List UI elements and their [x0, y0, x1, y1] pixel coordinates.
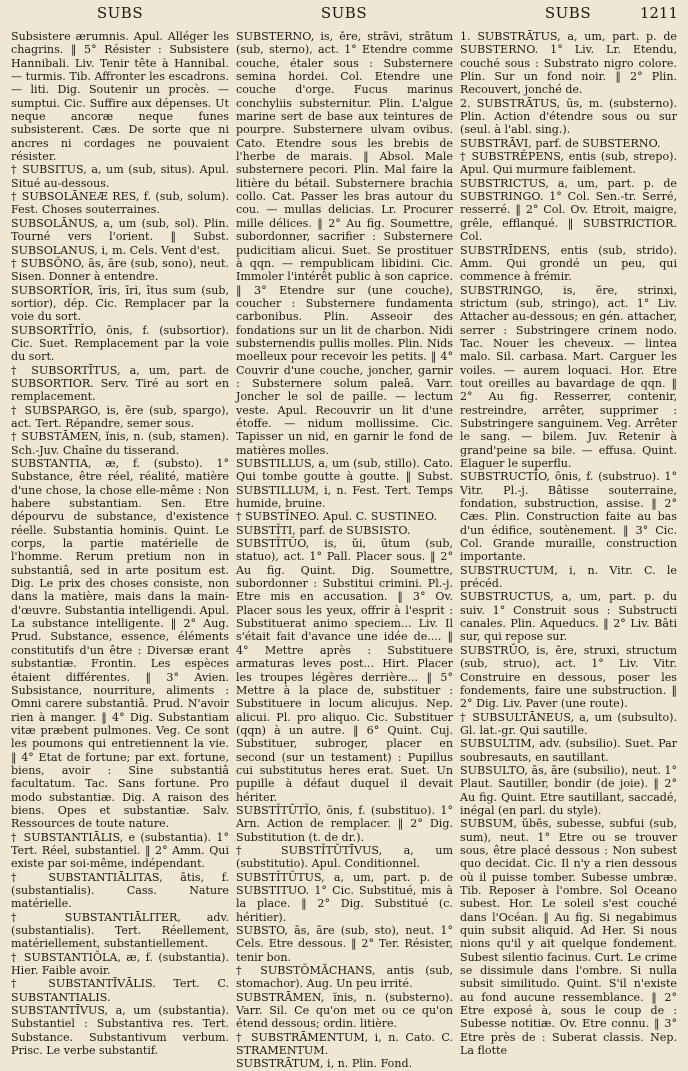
dictionary-entry: SUBSTRUCTĬO, ōnis, f. (substruo). 1° Vitr. Pl.-j. Bâtisse souterraine, fondation, substruction, assise. ‖ 2° Cæs. Plin. Construction faite au bas d'un édifice, soutènement. ‖ 3° Cic. Col. Grande muraille, construction importante. [460, 470, 677, 564]
dictionary-entry: Subsistere ærumnis. Apul. Alléger les chagrins. ‖ 5° Résister : Subsistere Hannibali. Liv. Tenir tête à Hannibal. — turmis. Tib. Affronter les escadrons. — liti. Dig. Soutenir un procès. — sumptui. Cic. Suffire aux dépenses. Ut neque ancoræ neque funes subsisterent. Cæs. De sorte que ni ancres ni cordages ne pouvaient résister. [11, 30, 229, 164]
running-head-right: SUBS [544, 4, 592, 22]
dictionary-entry: † SUBSTANTIĀLITAS, ātis, f. (substantialis). Cass. Nature matérielle. [11, 870, 229, 911]
page-number: 1211 [639, 4, 678, 22]
dictionary-entry: SUBSULTO, ās, āre (subsilio), neut. 1° Plaut. Sautiller, bondir (de joie). ‖ 2° Au fig. Quint. Etre sautillant, saccadé, inégal (en parl. du style). [460, 763, 677, 817]
dictionary-entry: SUBSTRICTUS, a, um, part. p. de SUBSTRINGO. 1° Col. Sen.-tr. Serré, resserré. ‖ 2° Col. Ov. Etroit, maigre, grêle, efflanqué. ‖ SUBSTRICTIOR. Col. [460, 176, 677, 244]
dictionary-entry: † SUBSOLĀNEÆ RES, f. (sub, solum). Fest. Choses souterraines. [11, 190, 229, 217]
dictionary-entry: SUBSOLĀNUS, a, um (sub, sol). Plin. Tourné vers l'orient. ‖ Subst. SUBSOLANUS, i, m. Cels. Vent d'est. [11, 216, 229, 257]
dictionary-entry: † SUBSTĬTŪTĪVUS, a, um (substitutio). Apul. Conditionnel. [236, 843, 453, 871]
dictionary-entry: † SUBSULTĀNEUS, a, um (subsulto). Gl. lat.-gr. Qui sautille. [460, 710, 677, 737]
column-3 [456, 30, 680, 1058]
running-head-center: SUBS [320, 4, 368, 22]
dictionary-entry: 2. SUBSTRĀTUS, ūs, m. (substerno). Plin. Action d'étendre sous ou sur (seul. à l'abl. sing.). [460, 96, 677, 137]
dictionary-entry: SUBSTANTIA, æ, f. (substo). 1° Substance, être réel, réalité, matière d'une chose, la chose elle-même : Non habere substantiam. Sen. Etre dépourvu de substance, d'existence réelle. Substantia hominis. Quint. Le corps, la partie matérielle de l'homme. Rerum pretium non in substantiâ, sed in arte positum est. Dig. Le prix des choses consiste, non dans la matière, mais dans la main-d'œuvre. Substantia intelligendi. Apul. La substance intelligente. ‖ 2° Aug. Prud. Substance, essence, éléments constitutifs d'un être : Diversæ erant substantiæ. Frontin. Les espèces étaient différentes. ‖ 3° Avien. Subsistance, nourriture, aliments : Omni carere substantiâ. Prud. N'avoir rien à manger. ‖ 4° Dig. Substantiam vitæ præbent pulmones. Veg. Ce sont les poumons qui entretiennent la vie. ‖ 4° Etat de fortune; par ext. fortune, biens, avoir : Sine substantiâ facultatum. Tac. Sans fortune. Pro modo substantiæ. Dig. A raison des biens. Opes et substantiæ. Salv. Ressources de toute nature. [11, 457, 229, 831]
dictionary-entry: SUBSTĬTŪTĬO, ōnis, f. (substituo). 1° Arn. Action de remplacer. ‖ 2° Dig. Substitution (t. de dr.). [236, 803, 453, 844]
dictionary-entry: † SUBSTĬNEO. Apul. C. SUSTINEO. [236, 510, 437, 524]
dictionary-entry: SUBSTRĀTUM, i, n. Plin. Fond. [236, 1057, 413, 1071]
dictionary-entry: † SUBSTĀMEN, ĭnis, n. (sub, stamen). Sch.-Juv. Chaîne du tisserand. [11, 430, 229, 457]
dictionary-entry: SUBSTILLUS, a, um (sub, stillo). Cato. Qui tombe goutte à goutte. ‖ Subst. SUBSTILLUM, i, n. Fest. Tert. Temps humide, bruine. [236, 457, 453, 511]
dictionary-entry: SUBSTRĀVI, parf. de SUBSTERNO. [460, 136, 661, 150]
dictionary-entry: SUBSTRĪDENS, entis (sub, strido). Amm. Qui grondé un peu, qui commence à frémir. [460, 243, 677, 284]
dictionary-entry: SUBSTRINGO, is, ĕre, strinxi, strictum (sub, stringo), act. 1° Liv. Attacher au-dessous; en gén. attacher, serrer : Substringere crinem nodo. Tac. Nouer les cheveux. — lintea malo. Sil. carbasa. Mart. Carguer les voiles. — aurem loquaci. Hor. Etre tout oreilles au bavardage de qqn. ‖ 2° Au fig. Resserrer, contenir, restreindre, arrêter, supprimer : Substringere sanguinem. Veg. Arrêter le sang. — bilem. Juv. Retenir à grand'peine sa bile. — effusa. Quint. Elaguer le superflu. [460, 283, 677, 470]
page-header [8, 4, 680, 30]
dictionary-entry: SUBSTERNO, is, ĕre, strāvi, strātum (sub, sterno), act. 1° Etendre comme couche, étaler sous : Substernere semina hordei. Col. Etendre une couche d'orge. Fucus marinus conchyliis substernitur. Plin. L'algue marine sert de base aux teintures de pourpre. Substernere ulvam ovibus. Cato. Etendre sous les brebis de l'herbe de marais. ‖ Absol. Male substernere pecori. Plin. Mal faire la litière du bétail. Substernere brachia collo. Cat. Passer les bras autour du cou. — mullas delicias. Lr. Procurer mille délices. ‖ 2° Au fig. Soumettre, subordonner, sacrifier : Substernere pudicitiam alicui. Suet. Se prostituer à qqn. — rempublicam libidini. Cic. Immoler l'intérêt public à son caprice. ‖ 3° Etendre sur (une couche), coucher : Substernere fundamenta carbonibus. Plin. Asseoir des fondations sur un lit de charbon. Nidi substernendis pullis molles. Plin. Nids moelleux pour recevoir les petits. ‖ 4° Couvrir d'une couche, joncher, garnir : Substernere solum paleâ. Varr. Joncher le sol de paille. — lectum veste. Apul. Recouvrir un lit d'une étoffe. — nidum mollissime. Cic. Tapisser un nid, en garnir le fond de matières molles. [236, 30, 453, 457]
dictionary-entry: SUBSULTIM, adv. (subsilio). Suet. Par soubresauts, en sautillant. [460, 737, 677, 764]
dictionary-entry: † SUBSPARGO, is, ĕre (sub, spargo), act. Tert. Répandre, semer sous. [11, 403, 229, 430]
dictionary-entry: SUBSTĬTI, parf. de SUBSISTO. [236, 523, 411, 537]
dictionary-entry: † SUBSTANTIĀLIS, e (substantia). 1° Tert. Réel, substantiel. ‖ 2° Amm. Qui existe par soi-même, indépendant. [11, 830, 229, 871]
dictionary-entry: † SUBSTANTIĀLITER, adv. (substantialis). Tert. Réellement, matériellement, substantiellement. [11, 910, 229, 951]
dictionary-entry: † SUBSTRĀMENTUM, i, n. Cato. C. STRAMENTUM. [236, 1030, 453, 1058]
dictionary-entry: SUBSORTĪTĬO, ōnis, f. (subsortior). Cic. Suet. Remplacement par la voie du sort. [11, 323, 229, 364]
dictionary-entry: † SUBSTRĔPENS, entis (sub, strepo). Apul. Qui murmure faiblement. [460, 150, 677, 177]
dictionary-entry: † SUBSTANTĪVĀLIS. Tert. C. SUBSTANTIALIS. [11, 977, 229, 1004]
dictionary-entry: SUBSTRĀMEN, ĭnis, n. (substerno). Varr. Sil. Ce qu'on met ou ce qu'on étend dessous; ordin. litière. [236, 990, 453, 1031]
dictionary-entry: † SUBSORTĪTUS, a, um, part. de SUBSORTIOR. Serv. Tiré au sort en remplacement. [11, 363, 229, 404]
dictionary-entry: SUBSTANTĪVUS, a, um (substantia). Substantiel : Substantiva res. Tert. Substance. Substantivum verbum. Prisc. Le verbe substantif. [11, 1004, 229, 1058]
dictionary-entry: SUBSTRUCTUM, i, n. Vitr. C. le précéd. [460, 563, 677, 591]
dictionary-entry: SUBSTRŬO, is, ĕre, struxi, structum (sub, struo), act. 1° Liv. Vitr. Construire en dessous, poser les fondements, faire une substruction. ‖ 2° Dig. Liv. Paver (une route). [460, 643, 677, 711]
running-head-left: SUBS [96, 4, 144, 22]
column-2 [232, 30, 456, 1071]
dictionary-entry: SUBSTĬTŬO, is, ŭi, ūtum (sub, statuo), act. 1° Pall. Placer sous. ‖ 2° Au fig. Quint. Dig. Soumettre, subordonner : Substitui crimini. Pl.-j. Etre mis en accusation. ‖ 3° Ov. Placer sous les yeux, offrir à l'esprit : Substituerat animo speciem... Liv. Il s'était fait d'avance une idée de.... ‖ 4° Mettre après : Substituere armaturas leves post... Hirt. Placer les troupes légères derrière... ‖ 5° Mettre à la place de, substituer : Substituere in locum alicujus. Nep. alicui. Pl. pro aliquo. Cic. Substituer (qqn) à un autre. ‖ 6° Quint. Cuj. Substituer, subroger, placer en second (sur un testament) : Pupillus cui substitutus heres erat. Suet. Un pupille à défaut duquel il devait hériter. [236, 537, 453, 804]
dictionary-entry: SUBSUM, ŭbĕs, subesse, subfui (sub, sum), neut. 1° Etre ou se trouver sous, être placé dessous : Non subest quo decidat. Cic. Il n'y a rien dessous où il puisse tomber. Subesse umbræ. Tib. Reposer à l'ombre. Sol Oceano subest. Hor. Le soleil s'est couché dans l'Océan. ‖ Au fig. Si negabimus quin subsit aliquid. Ad Her. Si nous nions qu'il y ait quelque fondement. Subest silentio facinus. Curt. Le crime se dissimule dans l'ombre. Si nulla subsit similitudo. Quint. S'il n'existe au fond aucune ressemblance. ‖ 2° Etre exposé à, sous le coup de : Subesse notitiæ. Ov. Etre connu. ‖ 3° Etre près de : Suberat classis. Nep. La flotte [460, 817, 677, 1058]
dictionary-entry: 1. SUBSTRĀTUS, a, um, part. p. de SUBSTERNO. 1° Liv. Lr. Etendu, couché sous : Substrato nigro colore. Plin. Sur un fond noir. ‖ 2° Plin. Recouvert, jonché de. [460, 30, 677, 97]
dictionary-entry: SUBSTO, ās, āre (sub, sto), neut. 1° Cels. Etre dessous. ‖ 2° Ter. Résister, tenir bon. [236, 924, 453, 964]
dictionary-entry: SUBSORTĬOR, īris, īri, ītus sum (sub, sortior), dép. Cic. Remplacer par la voie du sort. [11, 283, 229, 324]
column-1 [8, 30, 232, 1058]
dictionary-entry: SUBSTĬTŪTUS, a, um, part. p. de SUBSTITUO. 1° Cic. Substitué, mis à la place. ‖ 2° Dig. Substitué (c. héritier). [236, 870, 453, 924]
dictionary-entry: † SUBSITUS, a, um (sub, situs). Apul. Situé au-dessous. [11, 163, 229, 190]
dictionary-entry: † SUBSTŎMĂCHANS, antis (sub, stomachor). Aug. Un peu irrité. [236, 964, 453, 991]
dictionary-entry: SUBSTRUCTUS, a, um, part. p. du suiv. 1° Construit sous : Substructi canales. Plin. Aqueducs. ‖ 2° Liv. Bâti sur, qui repose sur. [460, 590, 677, 644]
dictionary-entry: † SUBSŎNO, ās, āre (sub, sono), neut. Sisen. Donner à entendre. [11, 256, 229, 284]
dictionary-entry: † SUBSTANTIŎLA, æ, f. (substantia). Hier. Faible avoir. [11, 950, 229, 978]
text-columns [8, 30, 680, 1071]
